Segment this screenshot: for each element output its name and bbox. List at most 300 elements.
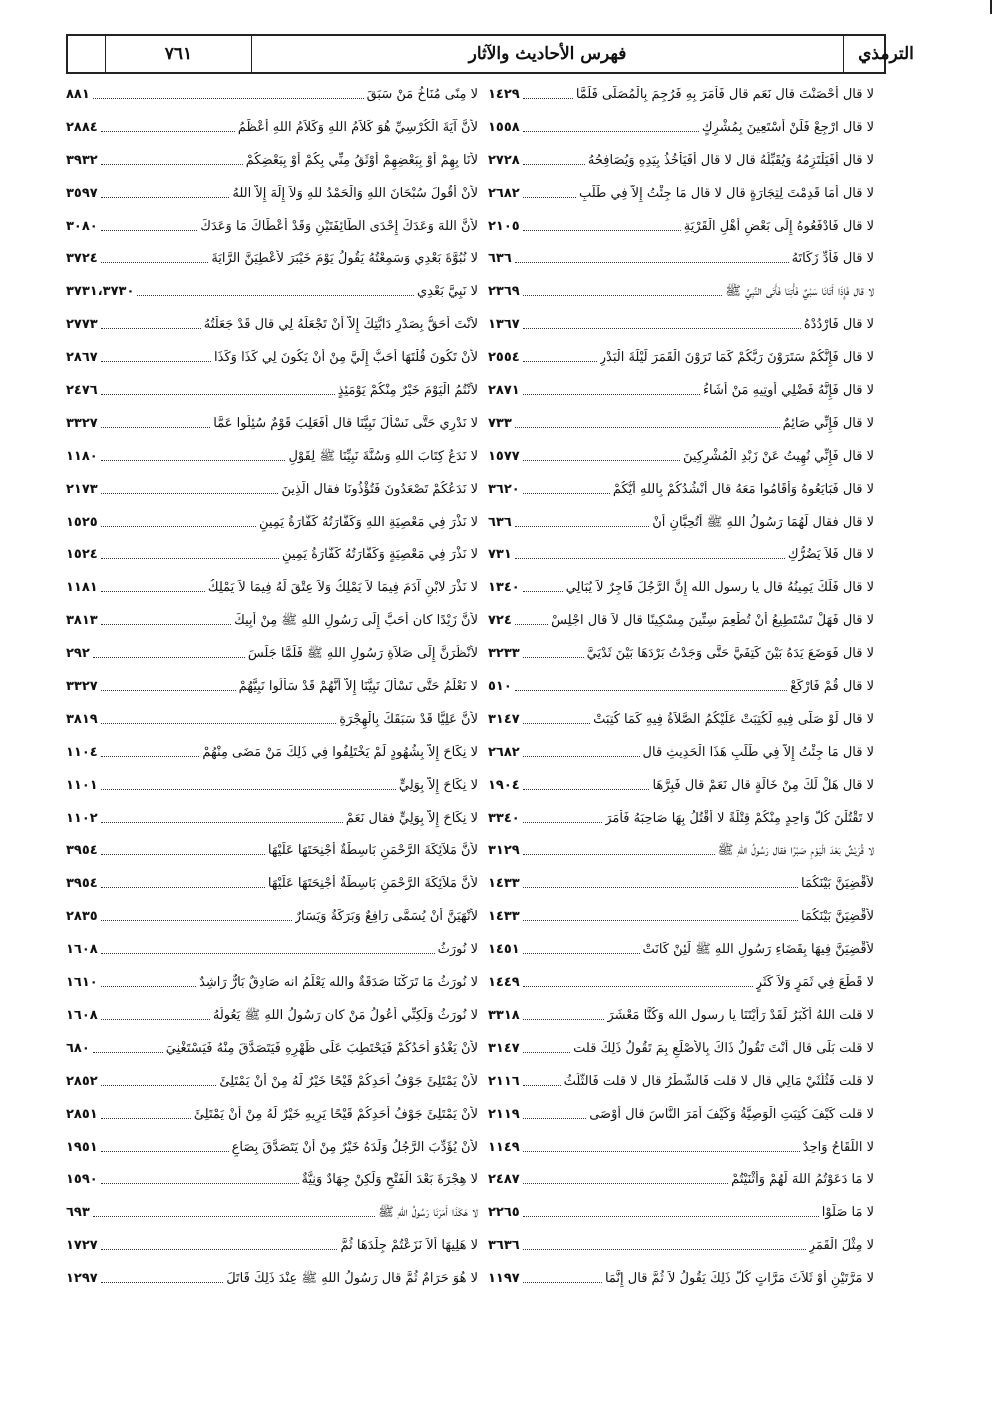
hadith-number: ١٦٠٨: [66, 1007, 98, 1023]
leader-dots: [101, 875, 265, 888]
hadith-incipit: لا مَرَّتَيْنِ أَوْ ثَلاَثَ مَرَّاتٍ كُلُّ ذَلِكَ يَقُولُ لاَ ثُمَّ قال إِنَّمَا: [604, 1271, 874, 1287]
hadith-number: ٥١٠: [488, 679, 512, 695]
header-title: فهرس الأحاديث والآثار: [252, 36, 844, 72]
hadith-number: ٣٧٣١،٣٧٣٠: [66, 284, 135, 300]
hadith-incipit: لا نِكَاحَ إِلاَّ بِوَلِيٍّ: [398, 777, 478, 793]
index-entry: [488, 185, 874, 218]
hadith-incipit: لأَنَا بِهِمْ أَوْ بِبَعْضِهِمْ أَوْثَقُ مِنِّي بِكُمْ أَوْ بِبَعْضِكُمْ: [245, 152, 478, 168]
hadith-incipit: لا نَذْرَ فِي مَعْصِيَةِ اللهِ وَكَفَّارَتُهُ كَفَّارَةُ يَمِينٍ: [259, 514, 478, 530]
index-entry: [488, 1270, 874, 1303]
hadith-number: ٣١٢٩: [488, 843, 520, 859]
index-entry: [488, 546, 874, 579]
index-entry: [488, 645, 874, 678]
hadith-incipit: لأَنْ تَكُونَ قُلْتَهَا أَحَبُّ إِلَيَّ مِنْ أَنْ يَكُونَ لِي كَذَا وَكَذَا: [214, 350, 478, 366]
hadith-number: ٦٣٦: [488, 514, 512, 530]
hadith-incipit: لأَنْتَ أَحَقُّ بِصَدْرِ دَابَّتِكَ إِلاَّ أَنْ تَجْعَلَهُ لِي قال قَدْ جَعَلْتُهُ: [203, 317, 478, 333]
hadith-incipit: لا نَبِيَّ بَعْدِي: [417, 284, 478, 300]
index-entry: [66, 382, 478, 415]
index-entry: [66, 941, 478, 974]
index-entry: [488, 1106, 874, 1139]
leader-dots: [101, 842, 265, 855]
leader-dots: [101, 1106, 191, 1119]
index-entry: [66, 1007, 478, 1040]
hadith-number: ٣٩٥٤: [66, 843, 98, 859]
index-entry: [66, 612, 478, 645]
hadith-incipit: لا قال أَحْصَنْتَ قال نَعَم قال فَأَمَرَ بِهِ فَرُجِمَ بِالْمُصَلَّى فَلَمَّا: [575, 87, 874, 102]
hadith-number: ٢٦٨٢: [488, 744, 520, 760]
hadith-number: ١٩٠٤: [488, 777, 520, 793]
leader-dots: [523, 119, 699, 132]
index-entry: [488, 1139, 874, 1172]
hadith-incipit: لأَنَّ مَلاَئِكَةَ الرَّحْمَنِ بَاسِطَةٌ أَجْنِحَتَهَا عَلَيْهَا: [267, 843, 478, 859]
leader-dots: [101, 1073, 217, 1086]
hadith-number: ٣١٤٧: [488, 711, 520, 727]
hadith-number: ١٩٥١: [66, 1139, 98, 1155]
hadith-number: ٢٧٧٣: [66, 317, 98, 333]
hadith-number: ٣٨١٩: [66, 711, 98, 727]
leader-dots: [101, 514, 256, 527]
leader-dots: [523, 1106, 586, 1119]
index-entry: [66, 1171, 478, 1204]
hadith-incipit: لأَقْضِيَنَّ بَيْنَكُمَا: [801, 909, 874, 925]
leader-dots: [101, 1270, 223, 1283]
hadith-number: ٣٢٣٣: [488, 646, 520, 662]
index-entry: [488, 941, 874, 974]
hadith-number: ١٥٥٨: [488, 119, 520, 135]
index-entry: [66, 777, 478, 810]
hadith-number: ٢٨٥٢: [66, 1073, 98, 1089]
hadith-number: ٣٧٢٤: [66, 251, 98, 267]
leader-dots: [523, 316, 801, 329]
index-entry: [66, 875, 478, 908]
leader-dots: [523, 1139, 800, 1152]
hadith-number: ٧٢٤: [488, 613, 512, 629]
leader-dots: [101, 711, 337, 724]
hadith-number: ١١٠١: [66, 777, 98, 793]
index-entry: [66, 250, 478, 283]
hadith-incipit: لأَنَّ اللهَ وَعَدَكَ إِحْدَى الطَّائِفَتَيْنِ وَقَدْ أَعْطَاكَ مَا وَعَدَكَ: [200, 218, 478, 234]
leader-dots: [93, 86, 364, 99]
hadith-number: ٢٨٨٤: [66, 119, 98, 135]
index-entry: [488, 777, 874, 810]
hadith-number: ٢٦٨٢: [488, 185, 520, 201]
leader-dots: [101, 448, 286, 461]
leader-dots: [93, 645, 245, 658]
hadith-number: ٢٨٣٥: [66, 909, 98, 925]
hadith-incipit: لأَنْ يَمْتَلِئَ جَوْفُ أَحَدِكُمْ قَيْحًا يَرِيهِ خَيْرٌ لَهُ مِنْ أَنْ يَمْتَلِئَ: [193, 1106, 478, 1122]
hadith-incipit: لأَنْ أَقُولَ سُبْحَانَ اللهِ وَالْحَمْدُ للهِ وَلاَ إِلَهَ إِلاَّ اللهُ: [232, 185, 478, 201]
hadith-number: ١١٠٢: [66, 810, 98, 826]
hadith-incipit: لا نَدَعُكُمْ تَصْعَدُونَ فَتُؤْذُونَا فقال الَّذِينَ: [281, 481, 478, 497]
hadith-number: ٣٠٨٠: [66, 218, 98, 234]
hadith-incipit: لا قال فَلاَ يَضُرُّكِ: [787, 547, 874, 563]
leader-dots: [93, 1040, 163, 1053]
index-entry: [66, 283, 478, 316]
hadith-incipit: لا قلت اللهُ أَكْبَرُ لَقَدْ رَأَيْتَنَا يا رسول الله وَكُنَّا مَعْشَرَ: [607, 1007, 874, 1023]
hadith-number: ٢٢٦٥: [488, 1205, 520, 1221]
hadith-incipit: لا قال أَمَا قَدِمْتَ لِتِجَارَةٍ قال لا قال مَا جِئْتُ إِلاَّ فِي طَلَبِ: [578, 185, 874, 201]
hadith-incipit: لا نَذْرَ لابْنِ آدَمَ فِيمَا لاَ يَمْلِكُ وَلاَ عِتْقَ لَهُ فِيمَا لاَ يَمْلِكُ: [207, 580, 478, 596]
hadith-number: ٦٩٣: [66, 1205, 90, 1221]
hadith-incipit: لا قال فَإِنِّي نُهِيتُ عَنْ زَبْدِ الْمُشْرِكِينَ: [683, 448, 874, 464]
index-entry: [66, 1073, 478, 1106]
leader-dots: [523, 448, 680, 461]
index-entry: [66, 842, 478, 875]
hadith-incipit: لا قال لَوْ صَلَّى فِيهِ لَكُتِبَتْ عَلَيْكُمُ الصَّلاَةُ فِيهِ كَمَا كُتِبَتْ: [593, 711, 874, 727]
hadith-number: ٣٩٣٢: [66, 152, 98, 168]
hadith-number: ١١٤٩: [488, 1139, 520, 1155]
hadith-incipit: لا قال فَادْفَعُوهُ إِلَى بَعْضِ أَهْلِ الْقَرْيَةِ: [683, 218, 874, 234]
hadith-incipit: لا هَكَذَا أَمَرَنَا رَسُولُ اللهِ ﷺ: [378, 1205, 478, 1221]
hadith-incipit: لا مَا دَعَوْتُمُ اللهَ لَهُمْ وَأَثْنَيْتُمْ: [731, 1172, 874, 1188]
leader-dots: [101, 744, 200, 757]
index-entry: [488, 974, 874, 1007]
leader-dots: [523, 1040, 570, 1053]
index-entry: [488, 1204, 874, 1237]
leader-dots: [101, 579, 205, 592]
index-entry: [66, 744, 478, 777]
leader-dots: [515, 546, 785, 559]
index-entry: [66, 514, 478, 547]
hadith-incipit: لأَنْ يُؤَدِّبَ الرَّجُلُ وَلَدَهُ خَيْرٌ مِنْ أَنْ يَتَصَدَّقَ بِصَاعٍ: [231, 1139, 478, 1155]
hadith-number: ١٤٢٩: [488, 87, 520, 102]
index-entry: [66, 152, 478, 185]
page-edge: [4, 0, 992, 14]
book-name: الترمذي: [858, 44, 914, 64]
index-entry: [488, 842, 874, 875]
index-entry: [488, 810, 874, 843]
leader-dots: [523, 842, 715, 855]
leader-dots: [101, 185, 230, 198]
leader-dots: [523, 481, 610, 494]
hadith-incipit: لا قال فَوَضَعَ يَدَهُ بَيْنَ كَتِفَيَّ حَتَّى وَجَدْتُ بَرْدَهَا بَيْنَ ثَدْيَيَّ: [586, 646, 874, 662]
index-entry: [488, 250, 874, 283]
leader-dots: [523, 941, 640, 954]
index-entry: [488, 1040, 874, 1073]
running-header: [66, 34, 914, 74]
leader-dots: [101, 1171, 299, 1184]
index-entry: [66, 218, 478, 251]
leader-dots: [101, 382, 335, 395]
index-entry: [488, 152, 874, 185]
hadith-number: ٢٤٧٦: [66, 383, 98, 399]
index-entry: [66, 645, 478, 678]
hadith-number: ١٥٩٠: [66, 1172, 98, 1188]
index-entry: [488, 744, 874, 777]
hadith-number: ٣٣٢٧: [66, 679, 98, 695]
leader-dots: [523, 1204, 819, 1217]
hadith-incipit: لا قال ارْجِعْ فَلَنْ أَسْتَعِينَ بِمُشْرِكٍ: [701, 119, 874, 135]
leader-dots: [101, 1237, 338, 1250]
hadith-number: ٧٣١: [488, 547, 512, 563]
hadith-number: ٣٩٥٤: [66, 876, 98, 892]
index-entry: [488, 415, 874, 448]
leader-dots: [515, 514, 649, 527]
leader-dots: [101, 152, 243, 165]
index-entry: [488, 1073, 874, 1106]
leader-dots: [523, 86, 573, 99]
hadith-number: ٢٧٢٨: [488, 152, 520, 168]
hadith-incipit: لأَنْ يَمْتَلِئَ جَوْفُ أَحَدِكُمْ قَيْحًا خَيْرٌ لَهُ مِنْ أَنْ يَمْتَلِئَ: [219, 1073, 478, 1089]
leader-dots: [523, 777, 650, 790]
hadith-incipit: لا قَطْعَ فِي ثَمَرٍ وَلاَ كَثَرٍ: [755, 975, 874, 991]
hadith-number: ١٣٤٠: [488, 580, 520, 596]
index-entry: [488, 481, 874, 514]
hadith-incipit: لا هَلِيهَا أَلاَ نَزَعْتُمْ جِلْدَهَا ثُمَّ: [340, 1238, 478, 1254]
leader-dots: [101, 974, 196, 987]
leader-dots: [523, 908, 798, 921]
hadith-number: ١١٨١: [66, 580, 98, 596]
hadith-number: ٦٨٠: [66, 1040, 90, 1056]
hadith-incipit: لا قال فَأَدِّ زَكَاتَهُ: [791, 251, 874, 267]
hadith-incipit: لا قال فقال لَهُمَا رَسُولُ اللهِ ﷺ أَتُحِبَّانِ أَنْ: [652, 514, 874, 530]
leader-dots: [523, 1007, 605, 1020]
hadith-incipit: لا نِكَاحَ إِلاَّ بِوَلِيٍّ فقال نَعَمْ: [345, 810, 478, 826]
hadith-incipit: لا قال فَإِنَّهُ فَضْلِي أُوتِيهِ مَنْ أَشَاءُ: [702, 383, 874, 399]
hadith-number: ١١٠٤: [66, 744, 98, 760]
leader-dots: [515, 415, 780, 428]
index-entry: [488, 875, 874, 908]
hadith-number: ٢٣٦٩: [488, 284, 520, 300]
hadith-incipit: لا قُرَيْشٌ بَعْدَ الْيَوْمِ صَبْرًا فقال رَسُولُ اللهِ ﷺ: [717, 843, 874, 859]
leader-dots: [101, 777, 396, 790]
index-entry: [66, 185, 478, 218]
hadith-incipit: لا قال فَإِنِّي صَائِمٌ: [782, 415, 874, 431]
header-blank-cell: [68, 36, 106, 72]
index-entry: [66, 711, 478, 744]
hadith-number: ١٦١٠: [66, 975, 98, 991]
hadith-number: ٢٤٨٧: [488, 1172, 520, 1188]
leader-dots: [523, 1171, 728, 1184]
hadith-incipit: لأَقْضِيَنَّ فِيهَا بِقَضَاءِ رَسُولِ اللهِ ﷺ لَئِنْ كَانَتْ: [642, 942, 874, 958]
hadith-incipit: لا نُورَثُ وَلَكِنِّي أَعُولُ مَنْ كان رَسُولُ اللهِ ﷺ يَعُولُهُ: [212, 1007, 478, 1023]
leader-dots: [101, 678, 236, 691]
index-entry: [488, 1007, 874, 1040]
leader-dots: [101, 1139, 229, 1152]
hadith-number: ١٤٤٩: [488, 975, 520, 991]
index-entry: [488, 678, 874, 711]
index-entry: [66, 810, 478, 843]
leader-dots: [523, 1073, 561, 1086]
hadith-number: ٧٣٣: [488, 415, 512, 431]
leader-dots: [101, 349, 211, 362]
index-entry: [66, 678, 478, 711]
index-entry: [488, 908, 874, 941]
index-entry: [488, 612, 874, 645]
index-entry: [66, 316, 478, 349]
hadith-number: ٢٥٥٤: [488, 350, 520, 366]
index-entry: [488, 316, 874, 349]
index-entry: [488, 579, 874, 612]
hadith-incipit: لا قال فَهَلْ تَسْتَطِيعُ أَنْ تُطْعِمَ سِتِّينَ مِسْكِينًا قال لاَ قال اجْلِسْ: [551, 613, 874, 629]
leader-dots: [523, 875, 798, 888]
leader-dots: [101, 218, 198, 231]
index-entry: [66, 579, 478, 612]
hadith-incipit: لأَنَّ مَلاَئِكَةَ الرَّحْمَنِ بَاسِطَةٌ أَجْنِحَتَهَا عَلَيْهَا: [267, 876, 478, 892]
hadith-incipit: لا نَعْلَمُ حَتَّى نَسْأَلَ نَبِيَّنَا إِلاَّ أَنَّهُمْ قَدْ سَأَلُوا نَبِيَّهُمْ: [238, 679, 478, 695]
index-entry: [488, 1171, 874, 1204]
hadith-incipit: لا قال فَبَايَعُوهُ وَأَقَامُوا مَعَهُ قال أَنْشُدُكُمْ بِاللهِ أَيُّكُمْ: [612, 481, 874, 497]
leader-dots: [101, 415, 211, 428]
leader-dots: [101, 941, 435, 954]
hadith-incipit: لا قلت فَثُلُثَيْ مَالِي قال لا قلت فَالشَّطْرُ قال لا قلت فَالثُّلُثُ: [563, 1073, 874, 1089]
index-entry: [66, 119, 478, 152]
leader-dots: [137, 283, 414, 296]
hadith-number: ٣٦٣٦: [488, 1238, 520, 1254]
index-entry: [66, 349, 478, 382]
leader-dots: [523, 349, 597, 362]
hadith-incipit: لأَنْ يَغْدُوَ أَحَدُكُمْ فَيَحْتَطِبَ عَلَى ظَهْرِهِ فَيَتَصَدَّقَ مِنْهُ فَيَسْتَغْنِيَ: [165, 1040, 478, 1056]
hadith-number: ١٥٢٤: [66, 547, 98, 563]
index-entry: [66, 1204, 478, 1237]
leader-dots: [523, 185, 576, 198]
hadith-number: ١٦٠٨: [66, 942, 98, 958]
index-entry: [66, 481, 478, 514]
hadith-incipit: لا قال أَفَيَلْتَزِمُهُ وَيُقَبِّلُهُ قال لا قال أَفَيَأْخُذُ بِيَدِهِ وَيُصَافِحُهُ: [587, 152, 874, 168]
index-entry: [66, 448, 478, 481]
hadith-incipit: لا قال فَلَكَ يَمِينُهُ قال يا رسول الله إِنَّ الرَّجُلَ فَاجِرٌ لاَ يُبَالِي: [565, 580, 874, 596]
leader-dots: [523, 1270, 602, 1283]
index-entry: [66, 86, 478, 119]
index-column-right: [488, 86, 874, 1303]
hadith-number: ١٣٦٧: [488, 317, 520, 333]
hadith-number: ٢٩٢: [66, 646, 90, 662]
hadith-number: ٢١١٩: [488, 1106, 520, 1122]
hadith-incipit: لا نُورَثُ مَا تَرَكْنَا صَدَقَةٌ والله يَعْلَمُ انه صَادِقٌ بَارٌّ رَاشِدٌ: [199, 975, 478, 991]
hadith-incipit: لأَنْتُمُ الْيَوْمَ خَيْرٌ مِنْكُمْ يَوْمَئِذٍ: [337, 383, 478, 399]
leader-dots: [515, 678, 787, 691]
hadith-number: ١٤٥١: [488, 942, 520, 958]
hadith-incipit: لا نُورَثُ: [437, 942, 478, 958]
index-entry: [66, 1106, 478, 1139]
hadith-incipit: لا قال فَإِذَا أَتَانَا سَبْيٌ فَأْتِنَا فَأَتَى النَّبِيَّ ﷺ: [725, 284, 874, 300]
index-entry: [66, 1237, 478, 1270]
leader-dots: [523, 711, 590, 724]
hadith-number: ١٥٧٧: [488, 448, 520, 464]
hadith-incipit: لا نُبُوَّةَ بَعْدِي وَسَمِعْتُهُ يَقُولُ يَوْمَ خَيْبَرَ لأُعْطِيَنَّ الرَّايَةَ: [211, 251, 478, 267]
hadith-incipit: لأَنْظُرَنَّ إِلَى صَلاَةِ رَسُولِ اللهِ ﷺ فَلَمَّا جَلَسَ: [247, 646, 478, 662]
hadith-incipit: لا مِنًى مُنَاخُ مَنْ سَبَقَ: [366, 87, 478, 102]
hadith-incipit: لا قال فَإِنَّكُمْ سَتَرَوْنَ رَبَّكُمْ كَمَا تَرَوْنَ الْقَمَرَ لَيْلَةَ الْبَدْرِ: [599, 350, 874, 366]
leader-dots: [523, 1237, 806, 1250]
hadith-incipit: لأَنَّ عَلِيًّا قَدْ سَبَقَكَ بِالْهِجْرَةِ: [339, 711, 478, 727]
hadith-number: ٢١٧٣: [66, 481, 98, 497]
hadith-number: ٨٨١: [66, 87, 90, 102]
hadith-incipit: لا مَا صَلَّوْا: [821, 1205, 874, 1221]
hadith-incipit: لا هِجْرَةَ بَعْدَ الْفَتْحِ وَلَكِنْ جِهَادٌ وَنِيَّةٌ: [301, 1172, 478, 1188]
hadith-incipit: لا قال فَارْدُدْهُ: [803, 317, 874, 333]
hadith-number: ١٥٢٥: [66, 514, 98, 530]
index-entry: [66, 415, 478, 448]
leader-dots: [101, 612, 231, 625]
index-entry: [488, 349, 874, 382]
index-entry: [66, 1040, 478, 1073]
hadith-incipit: لا مِثْلَ الْقَمَرِ: [808, 1238, 874, 1254]
hadith-number: ٢١١٦: [488, 1073, 520, 1089]
hadith-number: ٦٣٦: [488, 251, 512, 267]
index-entry: [66, 1139, 478, 1172]
leader-dots: [101, 119, 235, 132]
hadith-incipit: لا قلت بَلَى قال أَنْتَ تَقُولُ ذَاكَ بِالأَصْلَعِ بِمَ تَقُولُ ذَلِكَ قلت: [573, 1040, 874, 1056]
hadith-number: ٣٥٩٧: [66, 185, 98, 201]
index-entry: [488, 283, 874, 316]
hadith-number: ٣١٤٧: [488, 1040, 520, 1056]
leader-dots: [93, 1204, 375, 1217]
index-entry: [488, 86, 874, 119]
index-entry: [66, 1270, 478, 1303]
hadith-incipit: لأَنَّ آيَةَ الْكُرْسِيِّ هُوَ كَلاَمُ اللهِ وَكَلاَمُ اللهِ أَعْظَمُ: [237, 119, 478, 135]
leader-dots: [101, 481, 279, 494]
leader-dots: [523, 974, 753, 987]
hadith-number: ١٤٣٣: [488, 909, 520, 925]
leader-dots: [523, 283, 723, 296]
hadith-number: ٣٣١٨: [488, 1007, 520, 1023]
hadith-number: ٣٣٤٠: [488, 810, 520, 826]
hadith-incipit: لا نَذْرَ فِي مَعْصِيَةٍ وَكَفَّارَتُهُ كَفَّارَةُ يَمِينٍ: [281, 547, 478, 563]
leader-dots: [523, 152, 585, 165]
index-entry: [488, 218, 874, 251]
hadith-incipit: لأَنْهَيَنَّ أَنْ يُسَمَّى رَافِعٌ وَبَرَكَةُ وَيَسَارٌ: [294, 909, 478, 925]
hadith-incipit: لا نَدَعُ كِتَابَ اللهِ وَسُنَّةَ نَبِيِّنَا ﷺ لِقَوْلِ: [288, 448, 478, 464]
hadith-incipit: لا قال هَلْ لَكَ مِنْ خَالَةٍ قال نَعَمْ قال فَبِرَّهَا: [652, 777, 874, 793]
leader-dots: [523, 810, 602, 823]
leader-dots: [101, 316, 201, 329]
index-entry: [488, 119, 874, 152]
hadith-number: ٢٨٧١: [488, 383, 520, 399]
hadith-number: ١١٩٧: [488, 1271, 520, 1287]
index-entry: [488, 1237, 874, 1270]
index-entry: [488, 514, 874, 547]
hadith-number: ٢٨٥١: [66, 1106, 98, 1122]
hadith-number: ١٤٣٣: [488, 876, 520, 892]
hadith-number: ٢٨٦٧: [66, 350, 98, 366]
hadith-number: ١١٨٠: [66, 448, 98, 464]
leader-dots: [523, 645, 584, 658]
leader-dots: [101, 250, 209, 263]
hadith-number: ١٢٩٧: [66, 1271, 98, 1287]
hadith-incipit: لا قال مَا جِئْتُ إِلاَّ فِي طَلَبِ هَذَا الْحَدِيثِ قال: [642, 744, 874, 760]
leader-dots: [523, 218, 681, 231]
hadith-number: ٢١٠٥: [488, 218, 520, 234]
index-entry: [66, 546, 478, 579]
index-entry: [66, 974, 478, 1007]
hadith-incipit: لا هُوَ حَرَامٌ ثُمَّ قال رَسُولُ اللهِ ﷺ عِنْدَ ذَلِكَ قَاتَلَ: [226, 1271, 478, 1287]
hadith-number: ٣٣٢٧: [66, 415, 98, 431]
hadith-incipit: لا تَقْتُلْنَ كُلُّ وَاحِدٍ مِنْكُمْ قِتْلَةً لا أَقْتُلُ بِهَا صَاحِبَهُ فَأَمَرَ: [605, 810, 874, 826]
leader-dots: [523, 744, 640, 757]
index-column-left: [66, 86, 478, 1303]
index-entry: [488, 711, 874, 744]
hadith-incipit: لأَقْضِيَنَّ بَيْنَكُمَا: [801, 876, 874, 892]
hadith-incipit: لأَنَّ زَيْدًا كان أَحَبَّ إِلَى رَسُولِ اللهِ ﷺ مِنْ أَبِيكَ: [234, 613, 478, 629]
hadith-number: ٣٨١٣: [66, 613, 98, 629]
leader-dots: [523, 382, 700, 395]
leader-dots: [523, 579, 563, 592]
leader-dots: [101, 908, 292, 921]
leader-dots: [515, 250, 789, 263]
leader-dots: [515, 612, 548, 625]
hadith-incipit: لا قلت كَيْفَ كُتِبَتِ الْوَصِيَّةُ وَكَيْفَ أَمَرَ النَّاسَ قال أَوْصَى: [589, 1106, 874, 1122]
hadith-incipit: لا قال قُمْ فَارْكَعْ: [790, 679, 874, 695]
index-entry: [66, 908, 478, 941]
page-number: ٧٦١: [106, 36, 252, 72]
leader-dots: [101, 810, 343, 823]
hadith-number: ١٧٢٧: [66, 1238, 98, 1254]
hadith-incipit: لا نِكَاحَ إِلاَّ بِشُهُودٍ لَمْ يَخْتَلِفُوا فِي ذَلِكَ مَنْ مَضَى مِنْهُمْ: [202, 744, 478, 760]
leader-dots: [101, 546, 279, 559]
leader-dots: [101, 1007, 210, 1020]
hadith-incipit: لا اللِّقَاحُ وَاحِدٌ: [802, 1139, 874, 1155]
